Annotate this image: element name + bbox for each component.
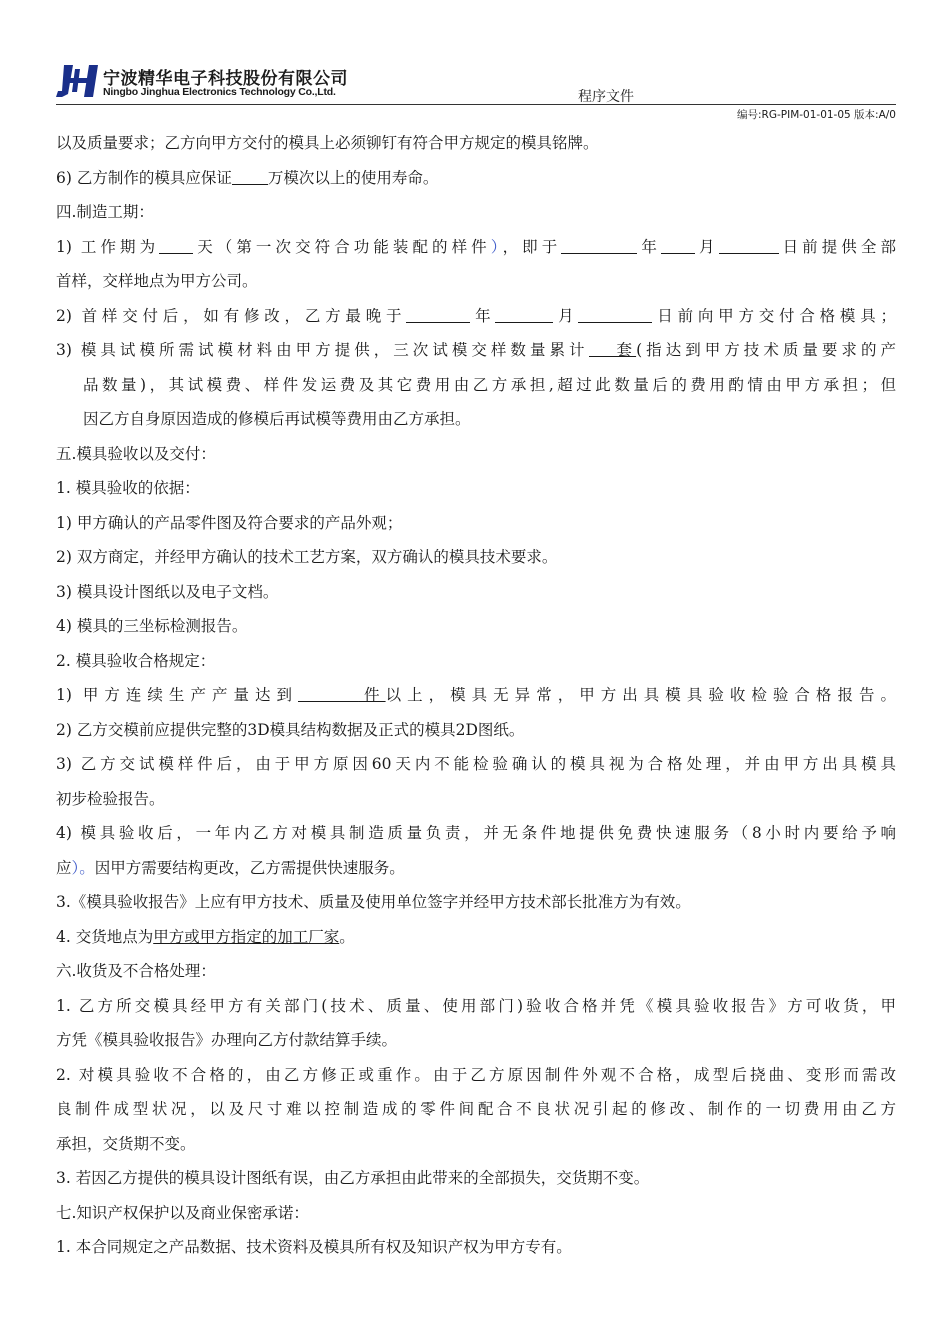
section-heading: 六.收货及不合格处理： (56, 962, 216, 980)
section-heading: 五.模具验收以及交付： (56, 444, 216, 463)
blank-field (159, 235, 193, 254)
clause-production-qty: 1) 甲方连续生产产量达到 件以上，模具无异常，甲方出具模具验收检验合格报告。 (56, 678, 896, 713)
text-line: 1. 模具验收的依据： (56, 479, 200, 497)
blank-field (719, 235, 779, 254)
text-line: 首样，交样地点为甲方公司。 (56, 272, 258, 290)
text-line: 2) 乙方交模前应提供完整的3D模具结构数据及正式的模具2D图纸。 (56, 720, 525, 739)
blank-field (298, 683, 358, 702)
clause-trial-material: 3) 模具试模所需试模材料由甲方提供，三次试模交样数量累计 套(指达到甲方技术质量要求的产 (56, 333, 896, 368)
page-header (0, 0, 950, 122)
blank-field (589, 338, 613, 357)
company-name-cn: 宁波精华电子科技股份有限公司 (103, 69, 348, 89)
section-heading: 七.知识产权保护以及商业保密承诺： (56, 1203, 309, 1222)
clause-first-sample: 2) 首样交付后，如有修改，乙方最晚于 年 月 日前向甲方交付合格模具； (56, 299, 896, 334)
document-type: 程序文件 (578, 89, 634, 105)
text-line: 2. 对模具验收不合格的，由乙方修正或重作。由于乙方原因制件外观不合格，成型后挠曲、变形而需改 (56, 1065, 896, 1084)
text-line: 1) 甲方确认的产品零件图及符合要求的产品外观； (56, 513, 403, 532)
text-line: 承担，交货期不变。 (56, 1134, 196, 1153)
text-line: 方凭《模具验收报告》办理向乙方付款结算手续。 (56, 1031, 398, 1049)
text-line: 4) 模具验收后，一年内乙方对模具制造质量负责，并无条件地提供免费快速服务（8小时内要给予响 (56, 824, 896, 842)
text-line: 2. 模具验收合格规定： (56, 651, 216, 670)
clause-delivery-location: 4. 交货地点为甲方或甲方指定的加工厂家。 (56, 927, 355, 946)
text-line: 2) 双方商定，并经甲方确认的技术工艺方案，双方确认的模具技术要求。 (56, 548, 558, 566)
text-line: 品数量)，其试模费、样件发运费及其它费用由乙方承担,超过此数量后的费用酌情由甲方承担；但 (83, 375, 896, 394)
document-body (56, 126, 896, 1265)
text-line: 3. 若因乙方提供的模具设计图纸有误，由乙方承担由此带来的全部损失，交货期不变。 (56, 1169, 650, 1187)
text-line: 3.《模具验收报告》上应有甲方技术、质量及使用单位签字并经甲方技术部长批准方为有效。 (56, 893, 691, 911)
blank-field (578, 304, 652, 323)
blank-field (561, 235, 637, 254)
text-line: 以及质量要求；乙方向甲方交付的模具上必须铆钉有符合甲方规定的模具铭牌。 (56, 134, 599, 152)
text-line: 良制件成型状况，以及尺寸难以控制造成的零件间配合不良状况引起的修改、制作的一切费用由乙方 (56, 1100, 896, 1118)
company-name-en: Ningbo Jinghua Electronics Technology Co.,Ltd. (103, 86, 336, 98)
text-line: 4) 模具的三坐标检测报告。 (56, 617, 248, 635)
text-line: 3) 模具设计图纸以及电子文档。 (56, 582, 279, 601)
blank-field (232, 166, 268, 185)
text-line: 初步检验报告。 (56, 789, 165, 808)
text-line: 3) 乙方交试模样件后，由于甲方原因60天内不能检验确认的模具视为合格处理，并由甲方出具模具 (56, 755, 896, 773)
text-line: 1. 乙方所交模具经甲方有关部门(技术、质量、使用部门)验收合格并凭《模具验收报告》方可收货，甲 (56, 996, 896, 1015)
clause-6-tool-life: 6) 乙方制作的模具应保证 万模次以上的使用寿命。 (56, 161, 896, 196)
blank-field (495, 304, 553, 323)
blank-field (661, 235, 695, 254)
text-line: 1. 本合同规定之产品数据、技术资料及模具所有权及知识产权为甲方专有。 (56, 1238, 572, 1256)
clause-work-period: 1) 工作期为 天（第一次交符合功能装配的样件），即于 年 月 日前提供全部 (56, 230, 896, 265)
text-line: 因乙方自身原因造成的修模后再试模等费用由乙方承担。 (83, 410, 471, 428)
header-divider (56, 104, 896, 105)
section-heading: 四.制造工期： (56, 203, 154, 221)
blank-field (406, 304, 470, 323)
document-code: 编号:RG-PIM-01-01-05 版本:A/0 (737, 109, 896, 121)
text-line: 应）。因甲方需要结构更改，乙方需提供快速服务。 (56, 858, 405, 877)
jh-logo-icon (56, 64, 100, 98)
